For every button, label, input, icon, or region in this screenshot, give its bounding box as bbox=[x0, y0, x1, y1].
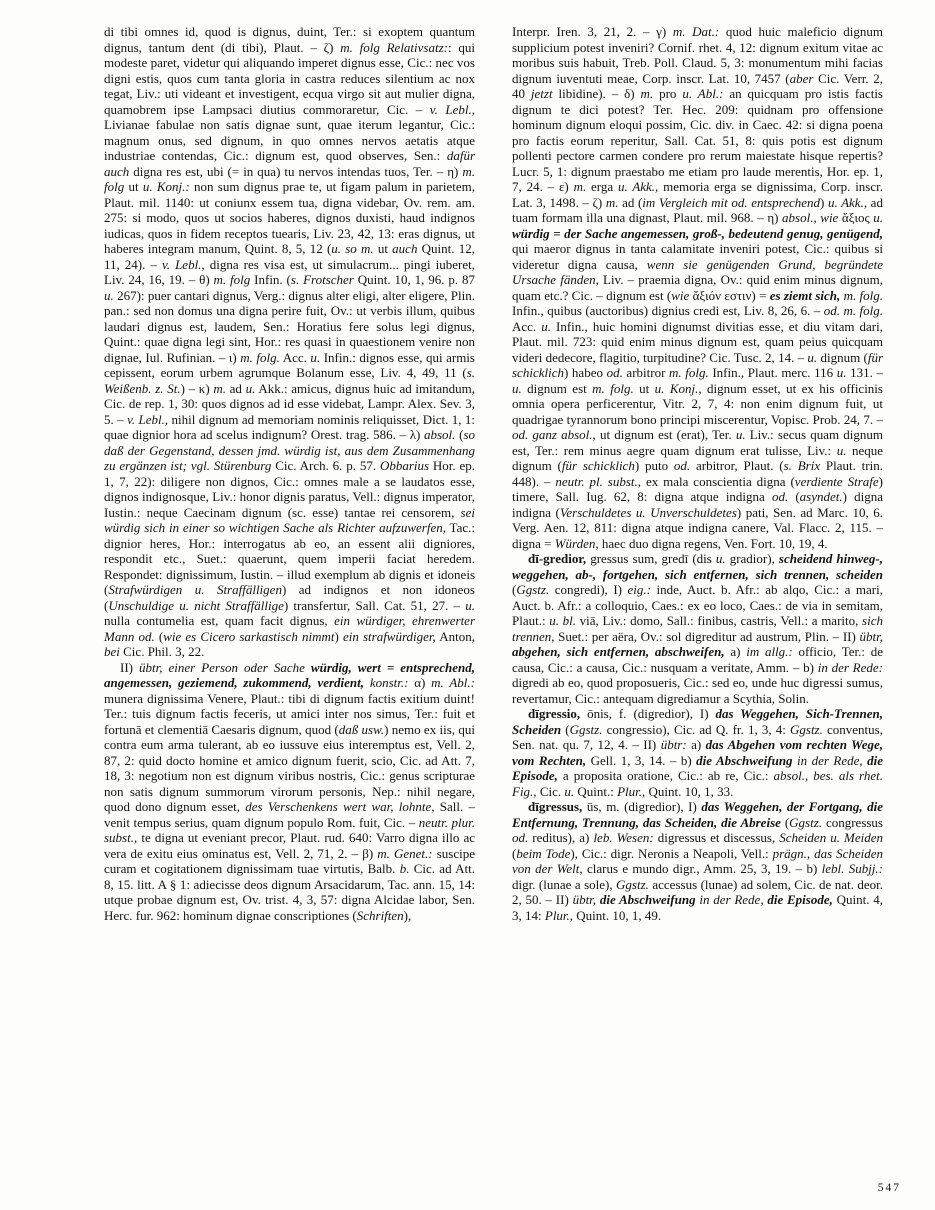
page-number: 547 bbox=[877, 1182, 901, 1194]
paragraph: dī-gredior, gressus sum, gredī (dis u. gradior), scheidend hinweg-, weggehen, ab-, fortgehen, sich entfernen, sich trennen, scheiden (Ggstz. congredi), I) eig.: inde, Auct. b. Afr.: ab alqo, Cic.: a mari, Auct. b. Afr.: a colloquio, Caes.: ex eo loco, Caes.: de via in semitam, Plaut.: u. bl. viā, Liv.: domo, Sall.: finibus, castris, Vell.: a marito, sich trennen, Suet.: per aëra, Ov.: sol digreditur ad austrum, Plin. – II) übtr, abgehen, sich entfernen, abschweifen, a) im allg.: officio, Ter.: de causa, Cic.: a causa, Cic.: nusquam a veritate, Amm. – b) in der Rede: digredi ab eo, quod proposueris, Cic.: sed eo, unde huc digressi sumus, revertamur, Cic.: antequam digrediamur a Scythia, Solin. bbox=[512, 551, 884, 706]
paragraph: dīgressus, ūs, m. (digredior), I) das Weggehen, der Fortgang, die Entfernung, Trennung, das Scheiden, die Abreise (Ggstz. congressus od. reditus), a) leb. Wesen: digressus et discessus, Scheiden u. Meiden (beim Tode), Cic.: digr. Neronis a Neapoli, Vell.: prägn., das Scheiden von der Welt, clarus e mundo digr., Amm. 25, 3, 19. – b) lebl. Subjj.: digr. (lunae a sole), Ggstz. accessus (lunae) ad solem, Cic. de nat. deor. 2, 50. – II) übtr, die Abschweifung in der Rede, die Episode, Quint. 4, 3, 14: Plur., Quint. 10, 1, 49. bbox=[512, 799, 884, 923]
paragraph: II) übtr, einer Person oder Sache würdig, wert = entsprechend, angemessen, geziemend, zukommend, verdient, konstr.: α) m. Abl.: munera dignissima Venere, Plaut.: tibi di dignum factis exitium duint! Ter.: tuis dignum factis feceris, ut amici inter nos simus, Ter.: fuit et fortunā et clementiā Caesaris dignum, quod (daß usw.) nemo ex iis, qui contra eum arma tulerant, ab eo iussuve eius interemptus est, Vell. 2, 87, 2: quid docto homine et amico dignum fuerit, scio, Cic. ad Att. 7, 18, 3: negotium non est dignum viribus nostris, Cic.: genus scripturae non satis dignum summorum virorum personis, Nep.: nihil negare, quod dono dignum esset, des Verschenkens wert war, lohnte, Sall. – venit tempus serius, quam dignum populo Rom. fuit, Cic. – neutr. plur. subst., te digna ut eveniant precor, Plaut. rud. 640: Varro digna illo ac vera de exitu eius ominatus est, Vell. 2, 71, 2. – β) m. Genet.: suscipe curam et cogitationem dignissimam tuae virtutis, Balb. b. Cic. ad Att. 8, 15. litt. A § 1: adiecisse deos dignum Arsacidarum, Tac. ann. 15, 14: utque probae dignum est, Ov. trist. 4, 3, 57: digna Alcidae labor, Sen. Herc. fur. 962: hominum dignae conscriptiones (Schriften), bbox=[104, 659, 476, 923]
text-column-right bbox=[512, 24, 883, 923]
text-column-left bbox=[104, 24, 475, 923]
paragraph: dīgressio, ōnis, f. (digredior), I) das Weggehen, Sich-Trennen, Scheiden (Ggstz. congressio), Cic. ad Q. fr. 1, 3, 4: Ggstz. conventus, Sen. nat. qu. 7, 12, 4. – II) übtr: a) das Abgehen vom rechten Wege, vom Rechten, Gell. 1, 3, 14. – b) die Abschweifung in der Rede, die Episode, a proposita oratione, Cic.: ab re, Cic.: absol., bes. als rhet. Fig., Cic. u. Quint.: Plur., Quint. 10, 1, 33. bbox=[512, 706, 884, 799]
paragraph: di tibi omnes id, quod is dignus, duint, Ter.: si exoptem quantum dignus, tantum dent (di tibi), Plaut. – ζ) m. folg Relativsatz:: qui modeste paret, videtur qui aliquando imperet dignus esse, Cic.: nec vos digni estis, quos cum tanta gloria in castra reduces silentium ac nox tegat, Liv.: uti videant et investigent, ecqua virgo sit aut mulier digna, quamobrem ipse Lampsaci diutius commoraretur, Cic. – v. Lebl., Livianae fabulae non satis dignae sunt, quae iterum legantur, Cic.: magnum onus, sed dignum, in quo omnes nervos aetatis atque industriae contendas, Cic.: dignum est, quod observes, Sen.: dafür auch digna res est, ubi (= in qua) tu nervos intendas tuos, Ter. – η) m. folg ut u. Konj.: non sum dignus prae te, ut figam palum in parietem, Plaut. mil. 1140: ut coniunx essem tua, digna videbar, Ov. rem. am. 275: si modo, quos ut socios haberes, dignos duxisti, haud indignos iudicas, quos in fidem receptos tuearis, Liv. 23, 42, 13: eras dignus, ut haberes integram manum, Quint. 8, 5, 12 (u. so m. ut auch Quint. 12, 11, 24). – v. Lebl., digna res visa est, ut simulacrum... pingi iuberet, Liv. 24, 16, 19. – θ) m. folg Infin. (s. Frotscher Quint. 10, 1, 96. p. 87 u. 267): puer cantari dignus, Verg.: dignus alter eligi, alter eligere, Plin. pan.: sed non domus una digna perire fuit, Ov.: ut verbis illum, quibus laudari dignus est, laudem, Sen.: Horatius fere solus legi dignus, Quint.: quae digna legi sint, Hor.: res quasi in quaestionem venire non dignae, Iul. Rufinian. – ι) m. folg. Acc. u. Infin.: dignos esse, qui armis cepissent, eorum urbem agrumque Bolanum esse, Liv. 4, 49, 11 (s. Weißenb. z. St.) – κ) m. ad u. Akk.: amicus, dignus huic ad imitandum, Cic. de rep. 1, 30: quos dignos ad id esse videbat, Lampr. Alex. Sev. 3, 5. – v. Lebl., nihil dignum ad memoriam nominis reliquisset, Dict. 1, 1: quae dignior hora ad scelus indignum? Orest. trag. 586. – λ) absol. (so daß der Gegenstand, dessen jmd. würdig ist, aus dem Zusammenhang zu ergänzen ist; vgl. Stürenburg Cic. Arch. 6. p. 57. Obbarius Hor. ep. 1, 7, 22): diligere non dignos, Cic.: omnes male a se laudatos esse, dignos indignosque, Liv.: honor dignis paratus, Vell.: dignus imperator, Iustin.: neque Caecinam dignum (sc. esse) tantae rei censorem, sei würdig sich in einer so wichtigen Sache als Richter aufzuwerfen, Tac.: dignior heres, Hor.: interrogatus ab eo, an essent alii digniores, respondit etc., Suet.: quaerunt, quem imperii faciat heredem. Respondet: dignissimum, Iustin. – illud exemplum ab dignis et idoneis (Strafwürdigen u. Straffälligen) ad indignos et non idoneos (Unschuldige u. nicht Straffällige) transfertur, Sall. Cat. 51, 27. – u. nulla contumelia est, quam facit dignus, ein würdiger, ehrenwerter Mann od. (wie es Cicero sarkastisch nimmt) ein strafwürdiger, Anton, bei Cic. Phil. 3, 22. bbox=[104, 24, 476, 659]
text-columns bbox=[104, 24, 883, 923]
paragraph: Interpr. Iren. 3, 21, 2. – γ) m. Dat.: quod huic maleficio dignum supplicium potest inveniri? Cornif. rhet. 4, 12: dignum exitum vitae ac moribus suis habuit, Treb. Poll. Claud. 5, 3: monumentum mihi facias dignum iuventuti meae, Corp. inscr. Lat. 10, 7457 (aber Cic. Verr. 2, 40 jetzt libidine). – δ) m. pro u. Abl.: an quicquam pro istis factis dignum te dici potest? Ter. Hec. 209: quidnam pro offensione hominum dignum eloqui possim, Cic. div. in Caec. 42: si digna poena pro factis eorum reperitur, Sall. Cat. 51, 8: quis potis est dignum pollenti pectore carmen condere pro rerum maiestate hisque repertis? Lucr. 5, 1: dignum praestabo me etiam pro laude merentis, Hor. ep. 1, 7, 24. – ε) m. erga u. Akk., memoria erga se dignissima, Corp. inscr. Lat. 3, 1498. – ζ) m. ad (im Vergleich mit od. entsprechend) u. Akk., ad tuam formam illa una dignast, Plaut. mil. 968. – η) absol., wie ἄξιος u. würdig = der Sache angemessen, groß-, bedeutend genug, genügend, qui maeror dignus in tanta calamitate inveniri potest, Cic.: quibus si videretur digna causa, wenn sie genügenden Grund, begründete Ursache fänden, Liv. – praemia digna, Ov.: quid enim minus dignum, quam etc.? Cic. – dignum est (wie ἄξιόν εστιν) = es ziemt sich, m. folg. Infin., quibus (auctoribus) dignius credi est, Liv. 8, 26, 6. – od. m. folg. Acc. u. Infin., huic homini dignumst divitias esse, et diu vitam dari, Plaut. mil. 723: quid enim minus dignum est, quam peius quicquam videri dedecore, flagitio, turpitudine? Cic. Tusc. 2, 14. – u. dignum (für schicklich) habeo od. arbitror m. folg. Infin., Plaut. merc. 116 u. 131. – u. dignum est m. folg. ut u. Konj., dignum esset, ut ex his officinis omnia opera perficerentur, Vitr. 2, 7, 4: non enim dignum fuit, ut quadrigae tyrannorum bono principi miscerentur, Vopisc. Prob. 24, 7. – od. ganz absol., ut dignum est (erat), Ter. u. Liv.: secus quam dignum est, Ter.: rem minus aegre quam dignum erat tulisse, Liv.: u. neque dignum (für schicklich) puto od. arbitror, Plaut. (s. Brix Plaut. trin. 448). – neutr. pl. subst., ex mala conscientia digna (verdiente Strafe) timere, Sall. Iug. 62, 8: digna atque indigna od. (asyndet.) digna indigna (Verschuldetes u. Unverschuldetes) pati, Sen. ad Marc. 10, 6. Verg. Aen. 12, 811: digna atque indigna canere, Val. Flacc. 2, 115. – digna = Würden, haec duo digna regens, Ven. Fort. 10, 19, 4. bbox=[512, 24, 884, 551]
